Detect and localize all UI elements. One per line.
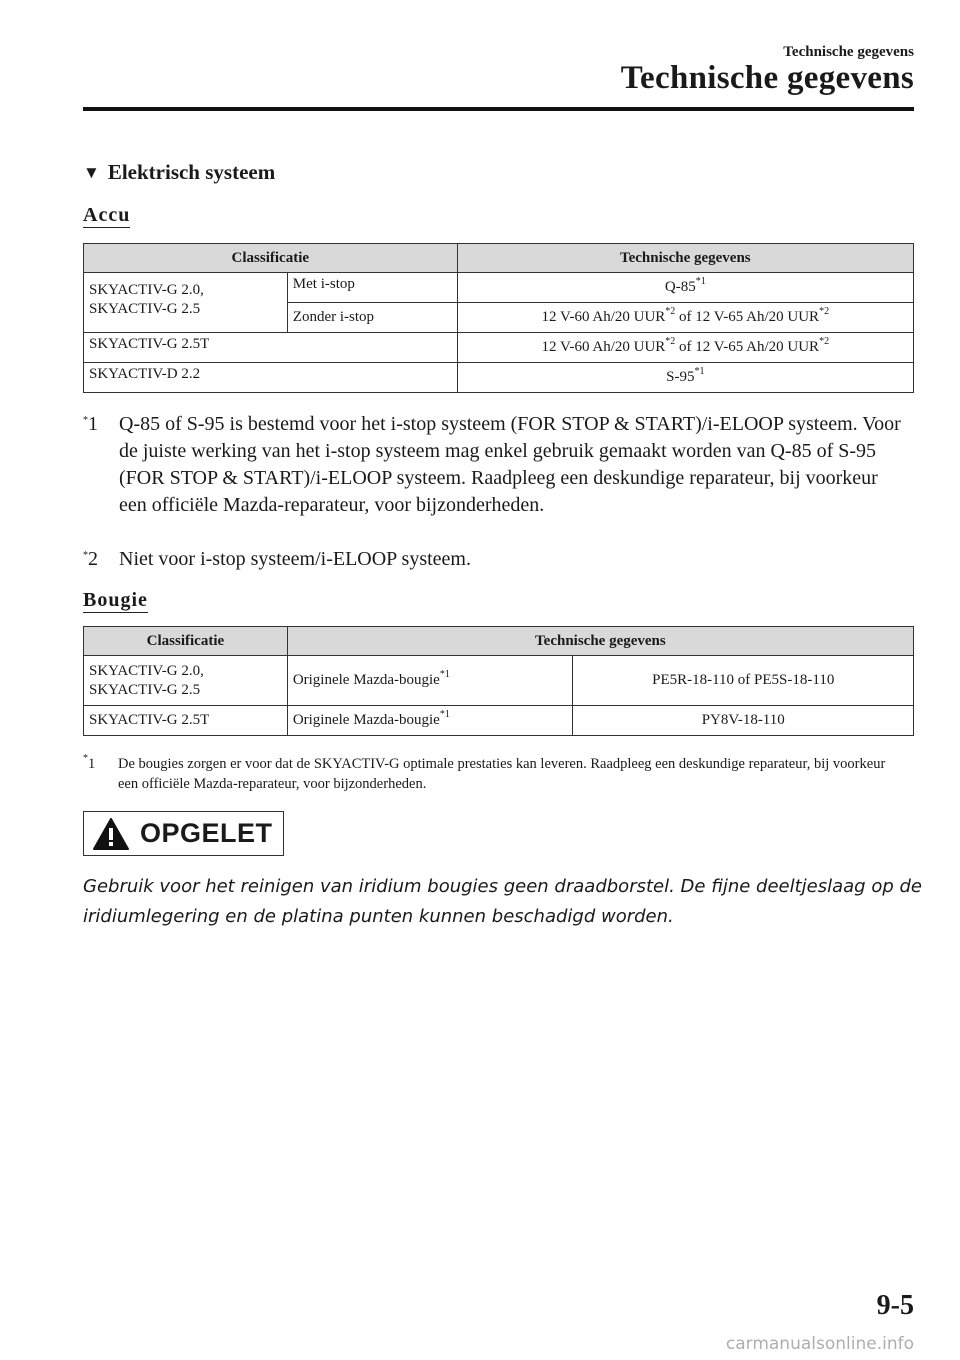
table-row [84,706,914,736]
row-sublabel: Met i-stop [287,273,457,303]
table-row [84,656,914,706]
row-label: SKYACTIV-D 2.2 [84,363,458,393]
watermark-text: carmanualsonline.info [725,1334,914,1354]
table-header-row [84,244,914,273]
row-label: SKYACTIV-G 2.5T [84,333,458,363]
sublabel-text: Originele Mazda-bougie [292,672,440,688]
value-text: 12 V-60 Ah/20 UUR [541,339,666,355]
row-label: SKYACTIV-G 2.0, SKYACTIV-G 2.5 [84,273,288,333]
value-text: S-95 [666,369,695,385]
row-value: PE5R-18-110 of PE5S-18-110 [573,656,914,706]
value-text: of 12 V-65 Ah/20 UUR [675,339,820,355]
row-value [457,363,913,393]
footnote-star: * [83,415,88,426]
footnote-num: 1 [88,413,98,435]
footnote-star: * [83,550,88,561]
footnote-star: * [83,753,88,764]
footnote-number [83,546,98,573]
bougie-footnote [83,754,903,794]
row-value [457,333,913,363]
footnote-ref: *2 [819,306,830,317]
row-label: SKYACTIV-G 2.5T [84,706,288,736]
header-rule [83,107,914,111]
sublabel-text: Originele Mazda-bougie [292,712,440,728]
footnote-number [83,754,95,774]
bougie-heading-wrap [83,589,148,612]
accu-table [83,243,914,393]
footnote-num: 2 [88,548,98,570]
bougie-table [83,626,914,736]
footnote-text: Niet voor i-stop systeem/i-ELOOP systeem. [119,548,471,570]
warning-triangle-icon [92,817,130,851]
value-text: Q-85 [664,279,696,295]
accu-heading: Accu [83,204,131,226]
table-row [84,333,914,363]
footnote-ref: *1 [439,669,450,680]
value-text: of 12 V-65 Ah/20 UUR [675,309,820,325]
footnote-ref: *1 [439,709,450,720]
table-row [84,273,914,303]
row-sublabel [287,656,573,706]
bougie-heading: Bougie [83,589,148,611]
footnote-ref: *2 [665,336,676,347]
warning-box [83,811,284,856]
col-header-classificatie: Classificatie [84,244,458,273]
row-value: PY8V-18-110 [573,706,914,736]
running-header-small: Technische gegevens [783,44,914,60]
value-text: 12 V-60 Ah/20 UUR [541,309,666,325]
footnote-ref: *2 [665,306,676,317]
footnote-text: Q-85 of S-95 is bestemd voor het i-stop systeem (FOR STOP & START)/i-ELOOP systeem. Voor de juiste werking van het i-stop systeem mag enkel gebruik gemaakt worden van Q-85 of S-95 (FOR STOP & START)/i-ELOOP systeem. Raadpleeg een deskundige reparateur, bij voorkeur een officiële Mazda-reparateur, voor bijzonderheden. [119,413,901,516]
col-header-gegevens: Technische gegevens [287,627,913,656]
footnote-number [83,411,98,438]
footnote-ref: *1 [694,366,705,377]
table-row [84,363,914,393]
footnote-1 [83,411,903,519]
row-label: SKYACTIV-G 2.0, SKYACTIV-G 2.5 [84,656,288,706]
footnote-text: De bougies zorgen er voor dat de SKYACTIV-G optimale prestaties kan leveren. Raadpleeg een deskundige reparateur, bij voorkeur een officiële Mazda-reparateur, voor bijzonderheden. [118,756,886,792]
col-header-classificatie: Classificatie [84,627,288,656]
accu-heading-wrap [83,204,130,227]
section-title [83,160,275,185]
footnote-num: 1 [88,756,96,772]
warning-text: Gebruik voor het reinigen van iridium bougies geen draadborstel. De fijne deeltjeslaag op de iridiumlegering en de platina punten kunnen beschadigd worden. [83,876,922,927]
triangle-down-icon: ▼ [83,162,100,182]
col-header-gegevens: Technische gegevens [457,244,913,273]
table-header-row [84,627,914,656]
footnote-2 [83,546,903,573]
row-value [457,273,913,303]
row-sublabel [287,706,573,736]
row-value [457,303,913,333]
row-sublabel: Zonder i-stop [287,303,457,333]
footnote-ref: *1 [695,276,706,287]
section-title-text: Elektrisch systeem [107,160,276,184]
footnote-ref: *2 [819,336,830,347]
warning-label: OPGELET [140,818,273,848]
page-number: 9-5 [876,1290,914,1321]
running-header-title: Technische gegevens [620,60,914,96]
